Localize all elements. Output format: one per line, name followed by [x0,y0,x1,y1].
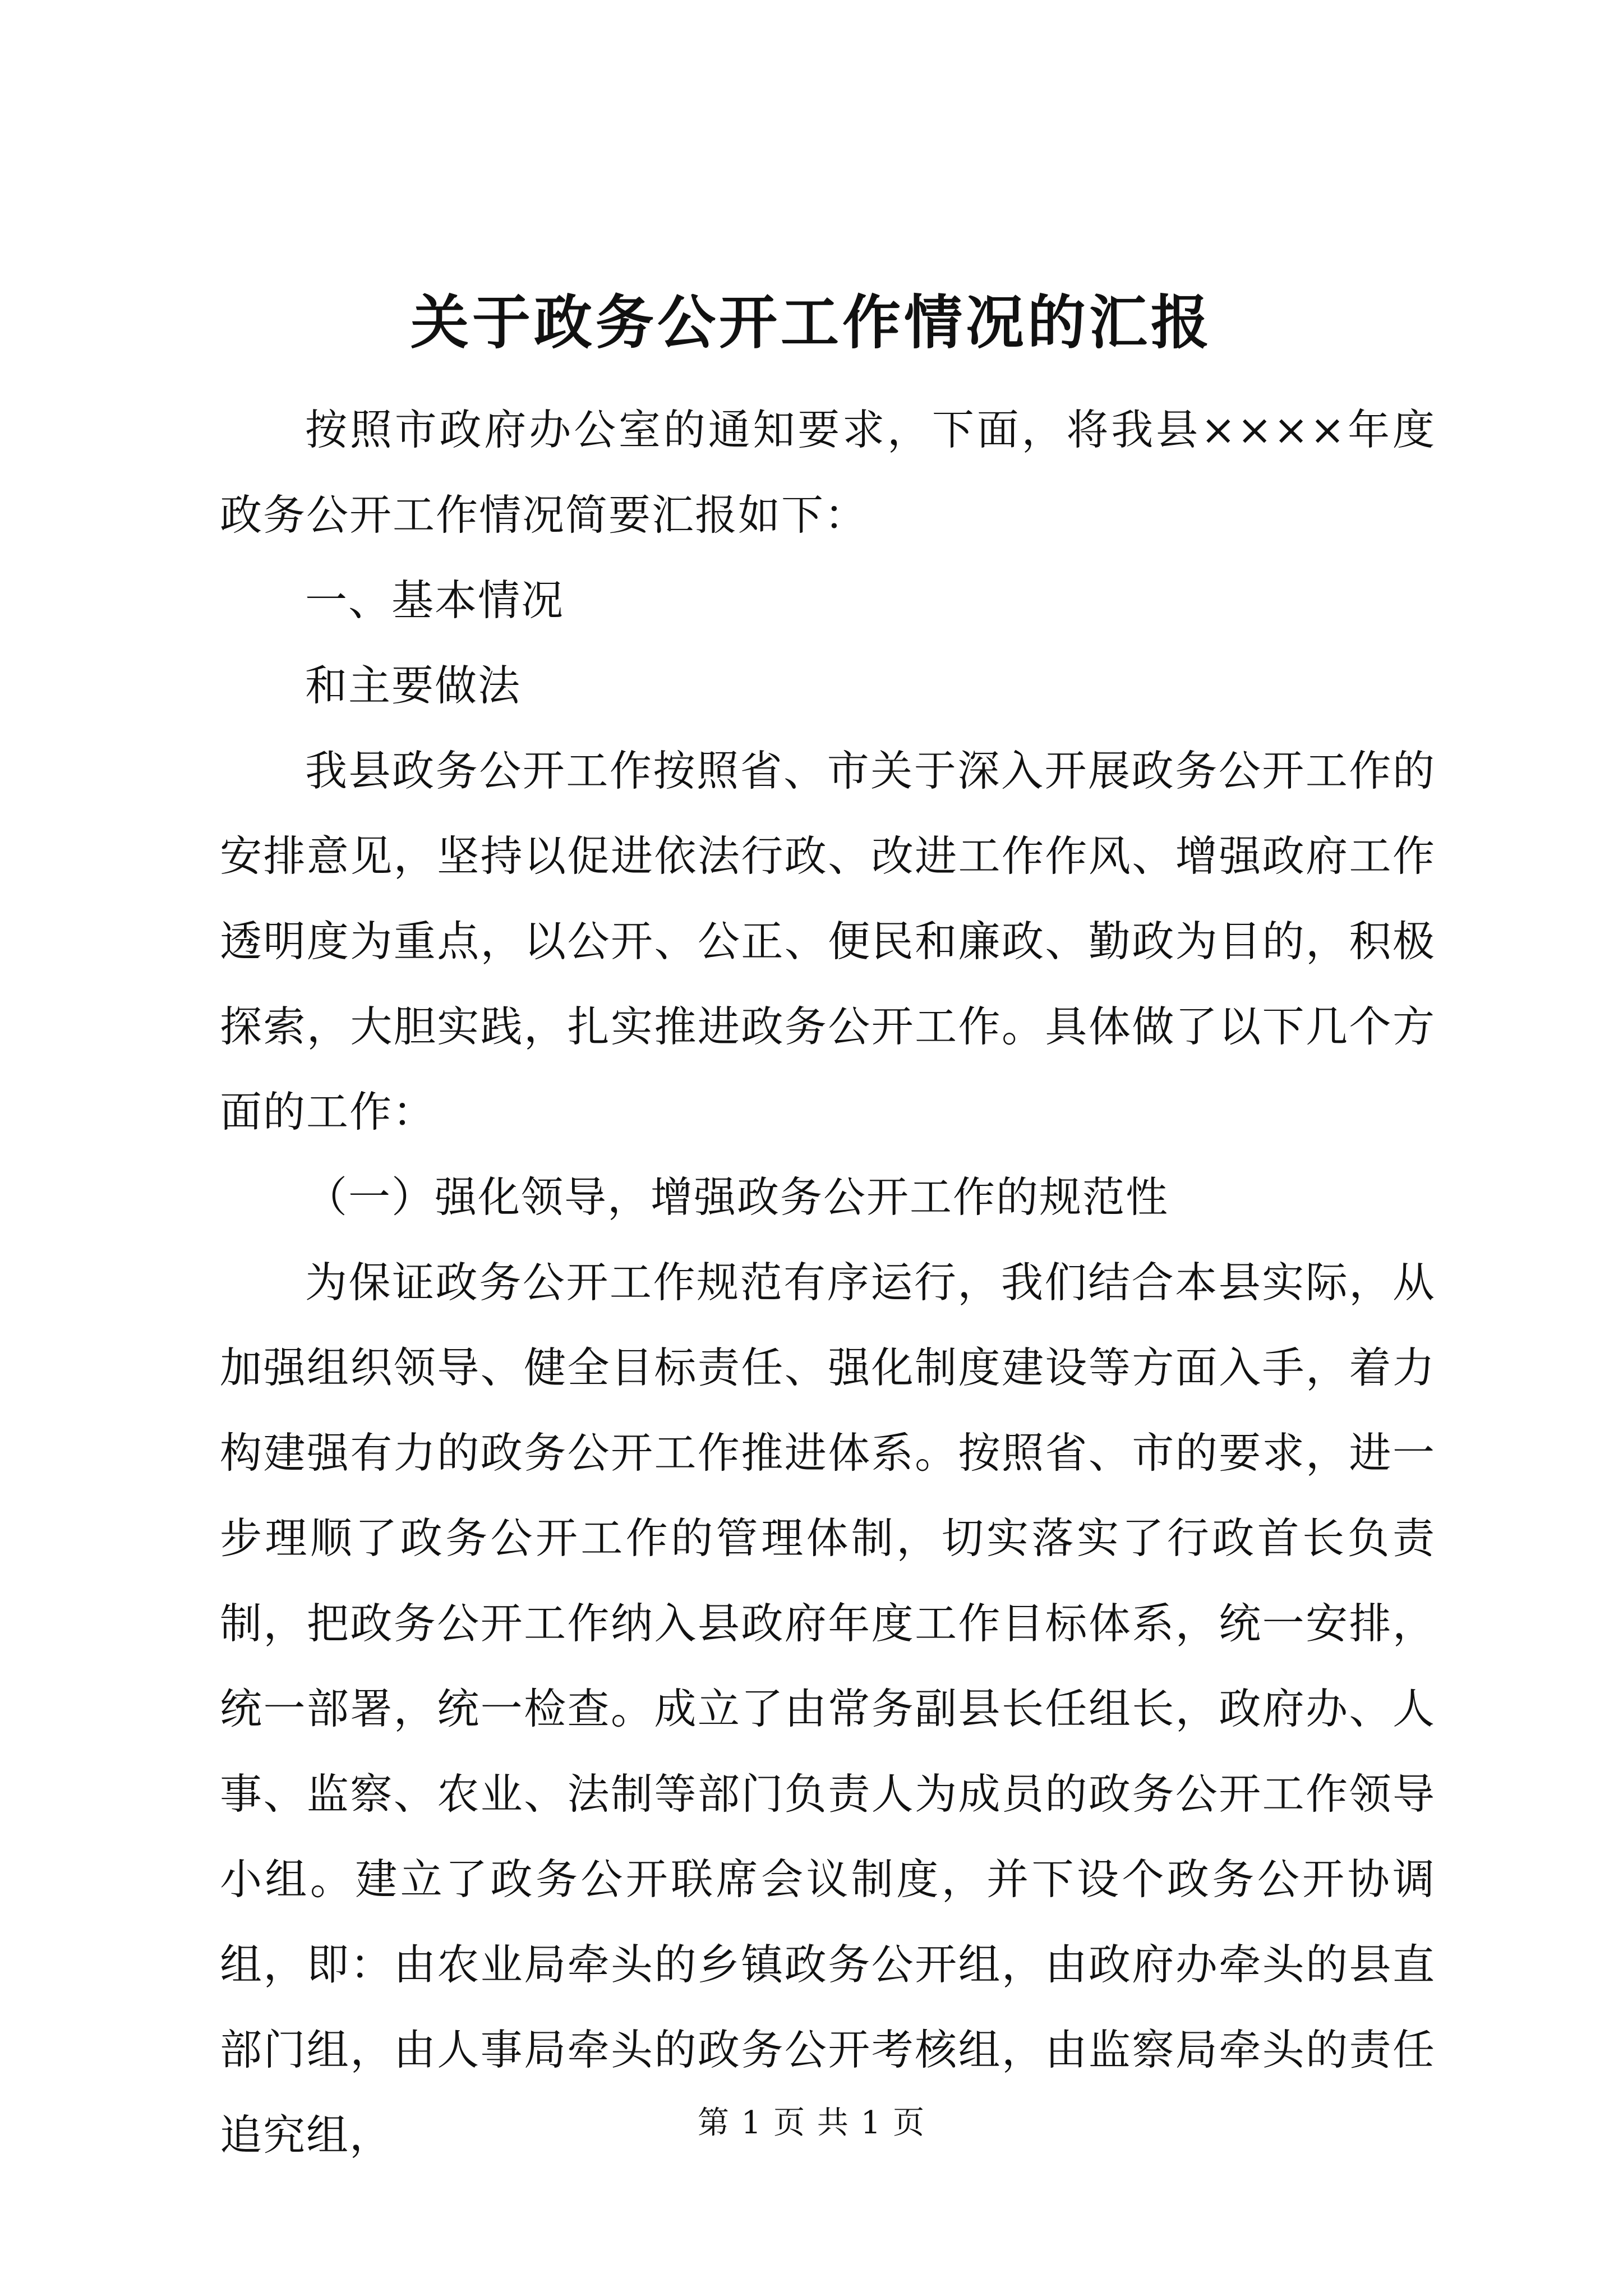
document-body [220,387,1436,2178]
paragraph-overview: 我县政务公开工作按照省、市关于深入开展政务公开工作的安排意见，坚持以促进依法行政、改进工作作风、增强政府工作透明度为重点，以公开、公正、便民和廉政、勤政为目的，积极探索，大胆实践，扎实推进政务公开工作。具体做了以下几个方面的工作： [220,746,1436,1137]
section-heading-practices: 和主要做法 [305,661,522,710]
paragraph-intro: 按照市政府办公室的通知要求，下面，将我县××××年度政务公开工作情况简要汇报如下： [220,405,1436,540]
section-heading-basic: 一、基本情况 [305,576,565,625]
document-title: 关于政务公开工作情况的汇报 [410,288,1212,357]
subsection-heading-1: （一）强化领导，增强政务公开工作的规范性 [305,1172,1169,1222]
page-number: 第 1 页 共 1 页 [697,2105,926,2141]
paragraph-leadership: 为保证政务公开工作规范有序运行，我们结合本县实际，从加强组织领导、健全目标责任、强化制度建设等方面入手，着力构建强有力的政务公开工作推进体系。按照省、市的要求，进一步理顺了政务公开工作的管理体制，切实落实了行政首长负责制，把政务公开工作纳入县政府年度工作目标体系，统一安排，统一部署，统一检查。成立了由常务副县长任组长，政府办、人事、监察、农业、法制等部门负责人为成员的政务公开工作领导小组。建立了政务公开联席会议制度，并下设个政务公开协调组，即：由农业局牵头的乡镇政务公开组，由政府办牵头的县直部门组，由人事局牵头的政务公开考核组，由监察局牵头的责任追究组， [220,1258,1436,2160]
